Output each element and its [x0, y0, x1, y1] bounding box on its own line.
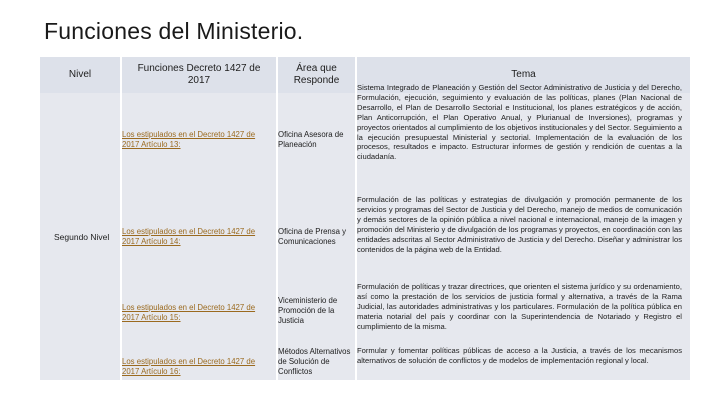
header-funciones: Funciones Decreto 1427 de 2017: [122, 57, 276, 93]
tema-prensa: Formulación de las políticas y estrategias de divulgación y promoción permanente de los servicios y programas del Sector de Justicia y del Derecho, manejo de medios de comunicación y demás sectores de la opinión pública a nivel nacional e internacional, manejo de la imagen y promoción del Ministerio y de divulgación de los programas y proyectos, en coordinación con las entidades adscritas al Sector Administrativo de Justicia y del Derecho. Diseñar y administrar los contenidos de la página web de la Entidad.: [357, 195, 682, 254]
law-link-15[interactable]: Los estipulados en el Decreto 1427 de 2017 Artículo 15:: [122, 303, 256, 322]
tema-viceministerio: Formulación de políticas y trazar directrices, que orienten el sistema jurídico y su ordenamiento, así como la prestación de los servicios de justicia formal y alternativa, a través de la Rama Judicial, las autoridades administrativas y los particulares. Formulación de la política pública en materia notarial del país y coordinar con la Superintendencia de Notariado y Registro el cumplimiento de la misma.: [357, 282, 682, 331]
area-metodos: Métodos Alternativos de Solución de Conflictos: [278, 347, 351, 376]
law-link-14[interactable]: Los estipulados en el Decreto 1427 de 2017 Artículo 14:: [122, 227, 256, 246]
page-title: Funciones del Ministerio.: [44, 18, 304, 44]
header-nivel: Nivel: [40, 57, 120, 93]
area-prensa: Oficina de Prensa y Comunicaciones: [278, 227, 347, 246]
tema-metodos: Formular y fomentar políticas públicas de acceso a la Justicia, a través de los mecanismos alternativos de solución de conflictos y de modelos de implementación regional y local.: [357, 346, 682, 365]
nivel-value: Segundo Nivel: [54, 232, 110, 242]
law-link-13[interactable]: Los estipulados en el Decreto 1427 de 2017 Artículo 13:: [122, 130, 256, 149]
header-area: Área que Responde: [278, 57, 355, 93]
tema-planeacion: Sistema Integrado de Planeación y Gestión del Sector Administrativo de Justicia y del Derecho, Formulación, ejecución, seguimiento y evaluación de las políticas, planes (Plan Nacional de Desarrollo, el Plan de Desarrollo Sectorial e Institucional, los planes estratégicos y de acción, Plan Anticorrupción, el Plan Operativo Anual, y Plurianual de Inversiones), programas y proyectos orientados al cumplimiento de los objetivos institucionales y del Sector. Seguimiento a la ejecución presupuestal Ministerial y sectorial. Implementación de la evaluación de los procesos, resultados e impacto. Estructurar informes de gestión y rendición de cuentas a la ciudadanía.: [357, 83, 682, 162]
header-tema: Tema: [357, 57, 690, 93]
column-divider: [120, 57, 122, 380]
area-viceministerio: Viceministerio de Promoción de la Justicia: [278, 296, 338, 325]
law-link-16[interactable]: Los estipulados en el Decreto 1427 de 2017 Artículo 16:: [122, 357, 256, 376]
functions-table: [40, 57, 690, 380]
column-divider: [276, 57, 278, 380]
area-planeacion: Oficina Asesora de Planeación: [278, 130, 344, 149]
